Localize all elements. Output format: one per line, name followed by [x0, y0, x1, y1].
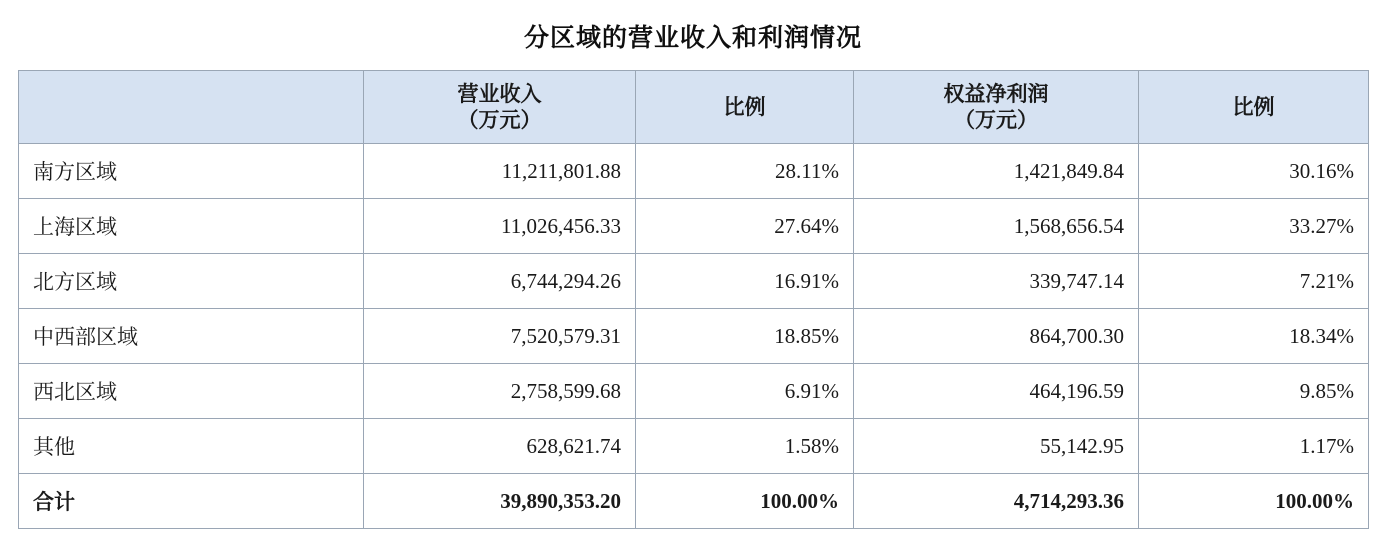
table-row-total [19, 474, 1369, 529]
cell-profit-ratio: 18.34% [1139, 309, 1369, 364]
cell-profit: 339,747.14 [854, 254, 1139, 309]
cell-profit-ratio: 1.17% [1139, 419, 1369, 474]
column-header-profit-ratio: 比例 [1139, 71, 1369, 144]
column-header-revenue-line2: （万元） [457, 108, 542, 132]
cell-revenue-ratio: 6.91% [636, 364, 854, 419]
table-row [19, 144, 1369, 199]
column-header-revenue-line1: 营业收入 [457, 81, 542, 106]
table-body [19, 144, 1369, 529]
table-row [19, 254, 1369, 309]
cell-profit-ratio: 100.00% [1139, 474, 1369, 529]
cell-revenue-ratio: 1.58% [636, 419, 854, 474]
table-header [19, 71, 1369, 144]
cell-revenue-ratio: 16.91% [636, 254, 854, 309]
column-header-profit-line1: 权益净利润 [943, 81, 1049, 106]
cell-profit: 1,568,656.54 [854, 199, 1139, 254]
cell-profit-ratio: 7.21% [1139, 254, 1369, 309]
column-header-profit-line2: （万元） [954, 108, 1038, 132]
table-row [19, 364, 1369, 419]
table-row [19, 419, 1369, 474]
regional-revenue-profit-table [18, 70, 1369, 529]
cell-revenue: 39,890,353.20 [364, 474, 636, 529]
cell-revenue-ratio: 27.64% [636, 199, 854, 254]
cell-region: 合计 [19, 474, 364, 529]
cell-revenue-ratio: 100.00% [636, 474, 854, 529]
cell-profit: 4,714,293.36 [854, 474, 1139, 529]
cell-profit: 864,700.30 [854, 309, 1139, 364]
cell-region: 西北区域 [19, 364, 364, 419]
cell-region: 上海区域 [19, 199, 364, 254]
cell-revenue: 2,758,599.68 [364, 364, 636, 419]
column-header-revenue [364, 71, 636, 144]
cell-profit-ratio: 33.27% [1139, 199, 1369, 254]
column-header-profit [854, 71, 1139, 144]
cell-revenue: 7,520,579.31 [364, 309, 636, 364]
table-container [0, 70, 1386, 529]
cell-revenue-ratio: 28.11% [636, 144, 854, 199]
cell-profit-ratio: 30.16% [1139, 144, 1369, 199]
cell-revenue: 11,026,456.33 [364, 199, 636, 254]
column-header-region [19, 71, 364, 144]
cell-region: 北方区域 [19, 254, 364, 309]
cell-region: 南方区域 [19, 144, 364, 199]
cell-region: 中西部区域 [19, 309, 364, 364]
cell-revenue-ratio: 18.85% [636, 309, 854, 364]
table-row [19, 199, 1369, 254]
table-row [19, 309, 1369, 364]
cell-region: 其他 [19, 419, 364, 474]
cell-revenue: 11,211,801.88 [364, 144, 636, 199]
cell-profit: 55,142.95 [854, 419, 1139, 474]
column-header-revenue-ratio: 比例 [636, 71, 854, 144]
cell-profit: 1,421,849.84 [854, 144, 1139, 199]
page-title: 分区域的营业收入和利润情况 [523, 25, 862, 52]
cell-profit: 464,196.59 [854, 364, 1139, 419]
cell-profit-ratio: 9.85% [1139, 364, 1369, 419]
cell-revenue: 628,621.74 [364, 419, 636, 474]
cell-revenue: 6,744,294.26 [364, 254, 636, 309]
table-header-row [19, 71, 1369, 144]
